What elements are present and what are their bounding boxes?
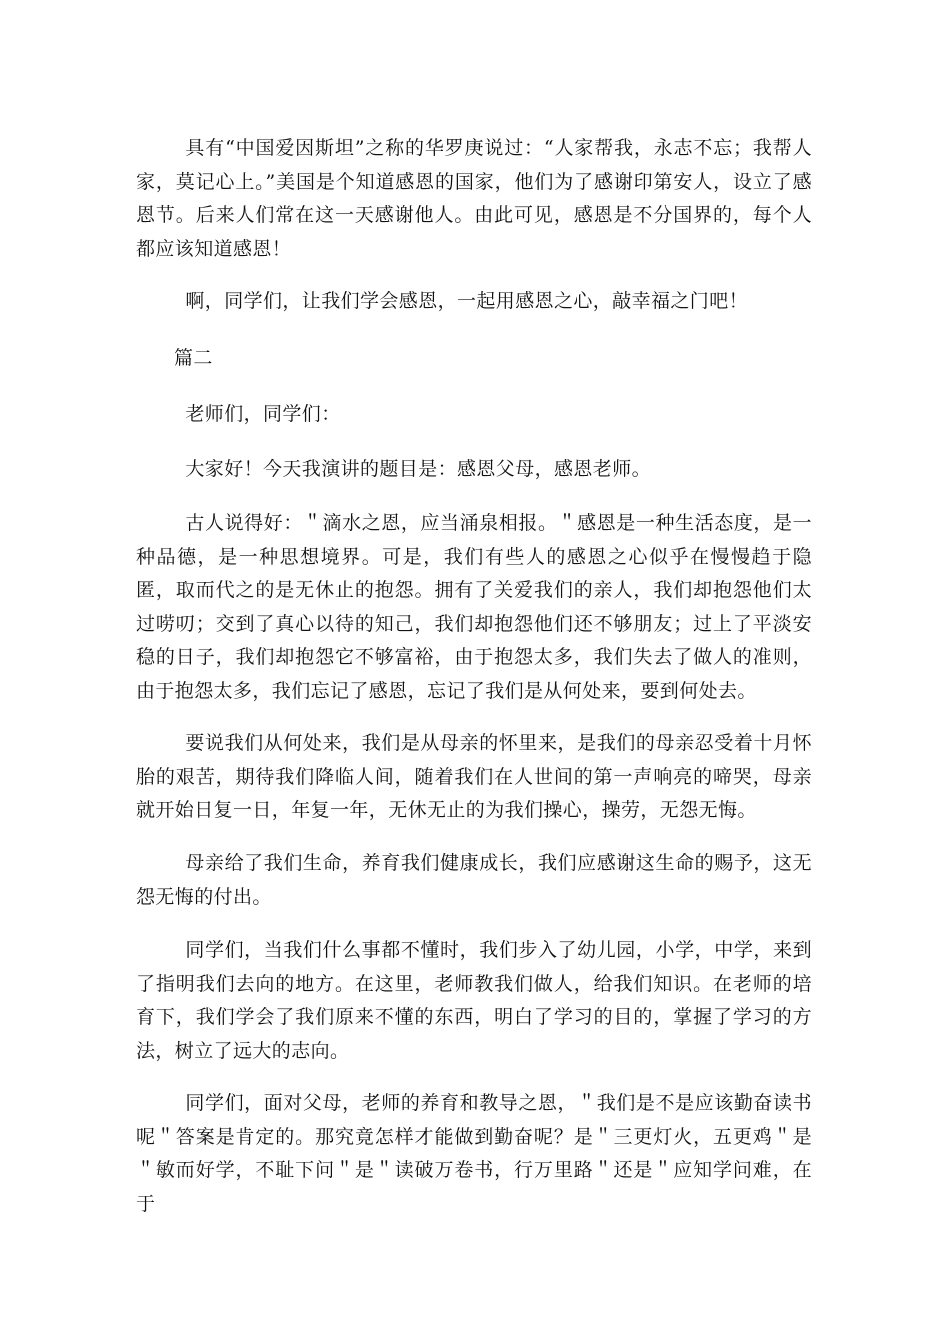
paragraph-ancient-saying: 古人说得好：＂滴水之恩，应当涌泉相报。＂感恩是一种生活态度，是一种品德，是一种思想境界。可是，我们有些人的感恩之心似乎在慢慢趋于隐匿，取而代之的是无休止的抱怨。拥有了关爱我们的亲人，我们却抱怨他们太过唠叨；交到了真心以待的知己，我们却抱怨他们还不够朋友；过上了平淡安稳的日子，我们却抱怨它不够富裕，由于抱怨太多，我们失去了做人的准则，由于抱怨太多，我们忘记了感恩，忘记了我们是从何处来，要到何处去。 — [136, 512, 812, 702]
paragraph-closing-call: 啊，同学们，让我们学会感恩，一起用感恩之心，敲幸福之门吧！ — [185, 290, 748, 312]
paragraph-study-hard: 同学们，面对父母，老师的养育和教导之恩，＂我们是不是应该勤奋读书呢＂答案是肯定的。那究竟怎样才能做到勤奋呢？是＂三更灯火，五更鸡＂是＂敏而好学，不耻下问＂是＂读破万卷书，行万里路＂还是＂应知学问难，在于 — [136, 1092, 812, 1215]
paragraph-mother-gift: 母亲给了我们生命，养育我们健康成长，我们应感谢这生命的赐予，这无怨无悔的付出。 — [136, 852, 812, 908]
paragraph-greeting-topic: 大家好！今天我演讲的题目是：感恩父母，感恩老师。 — [185, 458, 651, 480]
section-heading: 篇二 — [174, 347, 213, 369]
paragraph-teachers: 同学们，当我们什么事都不懂时，我们步入了幼儿园，小学，中学，来到了指明我们去向的地方。在这里，老师教我们做人，给我们知识。在老师的培育下，我们学会了我们原来不懂的东西，明白了学习的目的，掌握了学习的方法，树立了远大的志向。 — [136, 939, 812, 1062]
paragraph-salutation: 老师们，同学们： — [185, 403, 341, 425]
paragraph-mother-origin: 要说我们从何处来，我们是从母亲的怀里来，是我们的母亲忍受着十月怀胎的艰苦，期待我们降临人间，随着我们在人世间的第一声响亮的啼哭，母亲就开始日复一日，年复一年，无休无止的为我们操心，操劳，无怨无悔。 — [136, 732, 812, 821]
paragraph-hua-luogeng-quote: 具有“中国爱因斯坦”之称的华罗庚说过：“人家帮我，永志不忘；我帮人家，莫记心上。”美国是个知道感恩的国家，他们为了感谢印第安人，设立了感恩节。后来人们常在这一天感谢他人。由此可见，感恩是不分国界的，每个人都应该知道感恩！ — [136, 137, 812, 260]
